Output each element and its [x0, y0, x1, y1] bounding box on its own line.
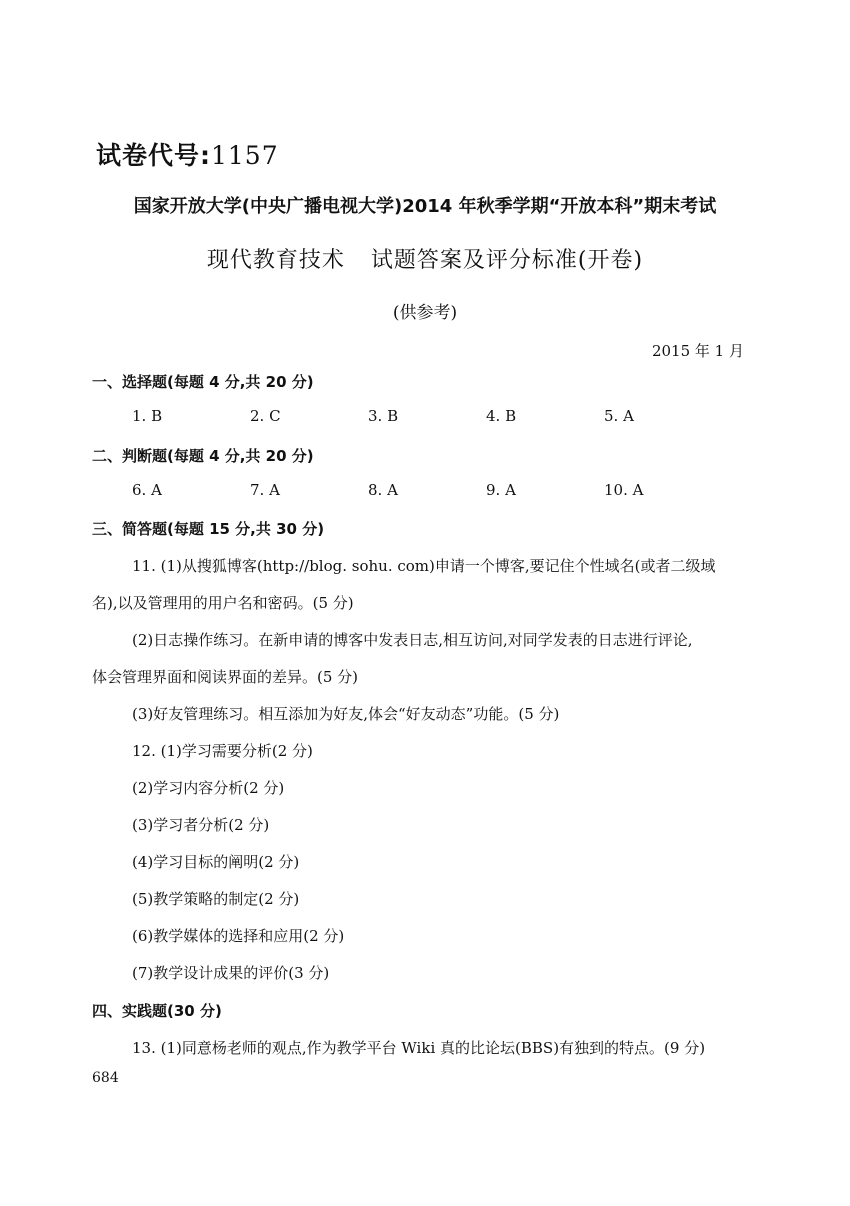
answer-item: 2. C — [250, 407, 281, 425]
answer-item: 1. B — [132, 407, 163, 425]
answer-item: 5. A — [604, 407, 634, 425]
paper-code-label: 试卷代号: — [96, 141, 211, 170]
subject-suffix: 试题答案及评分标准(开卷) — [370, 248, 644, 273]
section-title-short-answer: 三、简答题(每题 15 分,共 30 分) — [92, 520, 325, 538]
answer-line: (2)日志操作练习。在新申请的博客中发表日志,相互访问,对同学发表的日志进行评论, — [132, 631, 693, 649]
answer-item: 4. B — [486, 407, 517, 425]
answer-item: 9. A — [486, 481, 516, 499]
answer-item: 8. A — [368, 481, 398, 499]
answer-line: (2)学习内容分析(2 分) — [132, 779, 285, 797]
answer-item: 10. A — [604, 481, 644, 499]
paper-code-number: 1157 — [211, 141, 279, 170]
answer-line: (6)教学媒体的选择和应用(2 分) — [132, 927, 345, 945]
answer-line: (3)学习者分析(2 分) — [132, 816, 270, 834]
answers-judgement — [132, 481, 722, 499]
reference-note: (供参考) — [392, 303, 458, 323]
answer-line: 11. (1)从搜狐博客(http://blog. sohu. com)申请一个博客,要记住个性域名(或者二级域 — [132, 557, 716, 575]
answer-line: 名),以及管理用的用户名和密码。(5 分) — [92, 594, 354, 612]
answer-line: 13. (1)同意杨老师的观点,作为教学平台 Wiki 真的比论坛(BBS)有独到的特点。(9 分) — [132, 1039, 706, 1057]
answer-line: 12. (1)学习需要分析(2 分) — [132, 742, 313, 760]
answer-item: 3. B — [368, 407, 399, 425]
answer-item: 7. A — [250, 481, 280, 499]
answer-line: (5)教学策略的制定(2 分) — [132, 890, 300, 908]
exam-title: 国家开放大学(中央广播电视大学)2014 年秋季学期“开放本科”期末考试 — [133, 196, 717, 217]
section-title-choice: 一、选择题(每题 4 分,共 20 分) — [92, 373, 314, 391]
section-title-judgement: 二、判断题(每题 4 分,共 20 分) — [92, 447, 314, 465]
section-title-practice: 四、实践题(30 分) — [92, 1002, 222, 1020]
page-number: 684 — [92, 1070, 119, 1086]
answer-line: 体会管理界面和阅读界面的差异。(5 分) — [92, 668, 359, 686]
answers-choice — [132, 407, 722, 425]
subject-title — [0, 243, 850, 274]
answer-line: (3)好友管理练习。相互添加为好友,体会“好友动态”功能。(5 分) — [132, 705, 560, 723]
answer-line: (7)教学设计成果的评价(3 分) — [132, 964, 330, 982]
answer-item: 6. A — [132, 481, 162, 499]
paper-code — [96, 136, 279, 172]
answer-line: (4)学习目标的阐明(2 分) — [132, 853, 300, 871]
exam-date: 2015 年 1 月 — [651, 342, 744, 360]
subject-name: 现代教育技术 — [206, 248, 345, 273]
